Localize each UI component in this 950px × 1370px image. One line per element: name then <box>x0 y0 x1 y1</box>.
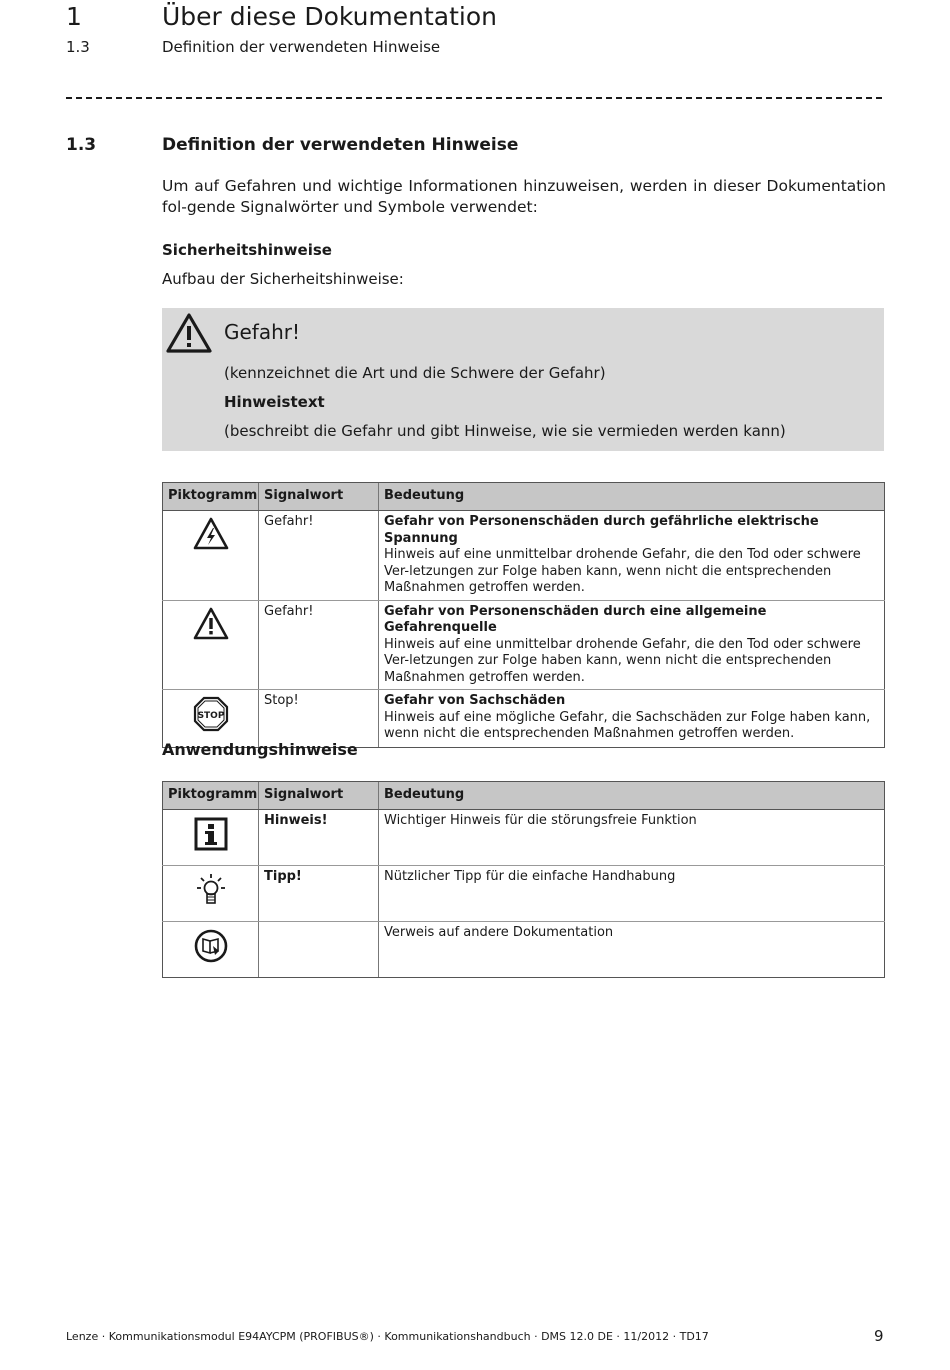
meaning-text: Hinweis auf eine unmittelbar drohende Gefahr, die den Tod oder schwere Ver-letzungen zur Folge haben kann, wenn nicht die entsprechenden Maßnahmen getroffen werden. <box>384 636 861 685</box>
signal-word: Hinweis! <box>259 810 379 866</box>
meaning-title: Gefahr von Personenschäden durch eine allgemeine Gefahrenquelle <box>384 603 767 635</box>
signal-word: Gefahr! <box>259 600 379 690</box>
meaning-text: Hinweis auf eine unmittelbar drohende Gefahr, die den Tod oder schwere Ver-letzungen zur Folge haben kann, wenn nicht die entsprechenden Maßnahmen getroffen werden. <box>384 547 861 595</box>
signal-word: Stop! <box>259 690 379 748</box>
intro-paragraph: Um auf Gefahren und wichtige Informationen hinzuweisen, werden in dieser Dokumentation fol-gende Signalwörter und Symbole verwendet: <box>162 177 886 216</box>
electric-hazard-icon <box>193 540 229 555</box>
meaning-text: Wichtiger Hinweis für die störungsfreie Funktion <box>379 810 885 866</box>
warning-title: Gefahr! <box>224 320 301 344</box>
page-number: 9 <box>874 1327 884 1345</box>
table-row <box>163 810 885 866</box>
meaning-text: Verweis auf andere Dokumentation <box>379 922 885 978</box>
safety-subheading: Aufbau der Sicherheitshinweise: <box>162 270 404 288</box>
meaning-text: Hinweis auf eine mögliche Gefahr, die Sachschäden zur Folge haben kann, wenn nicht die entsprechenden Maßnahmen getroffen werden. <box>384 709 871 741</box>
meaning-text: Nützlicher Tipp für die einfache Handhabung <box>379 866 885 922</box>
stop-icon <box>193 711 229 736</box>
safety-heading: Sicherheitshinweise <box>162 241 332 259</box>
warning-line-text: Hinweistext <box>224 393 325 411</box>
general-hazard-icon <box>193 630 229 645</box>
warning-triangle-icon <box>166 312 212 358</box>
signal-word <box>259 922 379 978</box>
meaning-title: Gefahr von Personenschäden durch gefährliche elektrische Spannung <box>384 514 819 546</box>
stop-icon-label: STOP <box>197 711 224 721</box>
column-header-signal-word: Signalwort <box>259 483 379 511</box>
safety-symbol-table <box>162 482 885 748</box>
column-header-pictogram: Piktogramm <box>163 483 259 511</box>
chapter-number: 1 <box>66 2 82 31</box>
meaning-title: Gefahr von Sachschäden <box>384 693 566 708</box>
signal-word: Gefahr! <box>259 511 379 601</box>
table-row <box>163 511 885 601</box>
column-header-signal-word: Signalwort <box>259 782 379 810</box>
section-number: 1.3 <box>66 135 97 155</box>
table-row <box>163 866 885 922</box>
warning-line-kind: (kennzeichnet die Art und die Schwere der Gefahr) <box>224 364 606 382</box>
column-header-meaning: Bedeutung <box>379 483 885 511</box>
warning-example-box <box>162 308 884 451</box>
table-row <box>163 922 885 978</box>
section-title: Definition der verwendeten Hinweise <box>162 135 519 155</box>
header-section-title: Definition der verwendeten Hinweise <box>162 38 441 56</box>
chapter-title: Über diese Dokumentation <box>162 2 498 31</box>
signal-word: Tipp! <box>259 866 379 922</box>
column-header-pictogram: Piktogramm <box>163 782 259 810</box>
header-divider <box>66 97 882 99</box>
table-row <box>163 690 885 748</box>
application-symbol-table <box>162 781 885 978</box>
table-row <box>163 600 885 690</box>
info-icon <box>193 841 229 856</box>
column-header-meaning: Bedeutung <box>379 782 885 810</box>
header-section-number: 1.3 <box>66 38 90 56</box>
footer-text: Lenze · Kommunikationsmodul E94AYCPM (PROFIBUS®) · Kommunikationshandbuch · DMS 12.0 DE · 11/2012 · TD17 <box>66 1330 709 1343</box>
lightbulb-icon <box>193 897 229 912</box>
warning-line-description: (beschreibt die Gefahr und gibt Hinweise, wie sie vermieden werden kann) <box>224 422 786 440</box>
book-reference-icon <box>193 953 229 968</box>
application-heading: Anwendungshinweise <box>162 740 358 759</box>
